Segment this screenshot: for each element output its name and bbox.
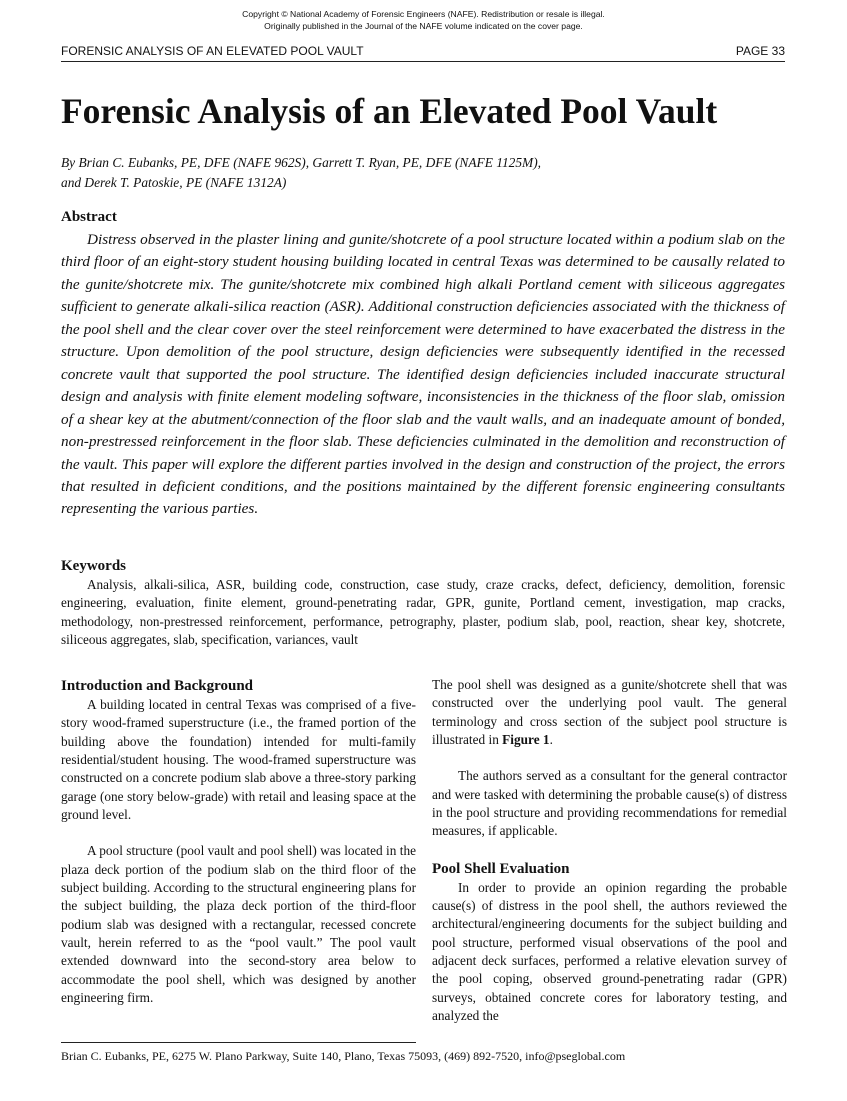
keywords-heading: Keywords — [61, 558, 126, 574]
author-list — [61, 153, 661, 193]
copyright-line-1: Copyright © National Academy of Forensic Engineers (NAFE). Redistribution or resale is illegal. — [242, 9, 605, 19]
intro-paragraph-3 — [432, 676, 787, 749]
author-contact-footnote: Brian C. Eubanks, PE, 6275 W. Plano Parkway, Suite 140, Plano, Texas 75093, (469) 892-7520, info@pseglobal.com — [61, 1049, 626, 1063]
intro-paragraph-2: A pool structure (pool vault and pool shell) was located in the plaza deck portion of the podium slab on the third floor of the subject building. According to the structural engineering plans for the subject building, the plaza deck portion of the third-floor podium slab was designed with a rectangular, recessed concrete vault, herein referred to as the “pool vault.” The pool vault extended downward into the second-story area below to accommodate the pool shell, which was designed by another engineering firm. — [61, 843, 416, 1006]
left-column — [61, 676, 416, 1008]
abstract-body: Distress observed in the plaster lining and gunite/shotcrete of a pool structure located within a podium slab on the third floor of an eight-story student housing building located in central Texas was determined to be causally related to the gunite/shotcrete mix. The gunite/shotcrete mix combined high alkali Portland cement with siliceous aggregates sufficient to generate alkali-silica reaction (ASR). Additional construction deficiencies associated with the thickness of the pool shell and the clear cover over the steel reinforcement were determined to have exacerbated the distress in the structure. Upon demolition of the pool structure, design deficiencies were subsequently identified in the recessed concrete vault that supported the pool structure. The identified design deficiencies included inaccurate structural design and analysis with finite element modeling software, inconsistencies in the thickness of the floor slab, omission of a shear key at the abutment/connection of the floor slab and the vault walls, and an inadequate amount of bonded, non-prestressed reinforcement in the floor slab. These deficiencies culminated in the demolition and reconstruction of the vault. This paper will explore the different parties involved in the design and construction of the project, the errors that resulted in deficient conditions, and the positions maintained by the different forensic engineering consultants representing the various parties. — [61, 231, 785, 518]
intro-paragraph-3-text: The pool shell was designed as a gunite/shotcrete shell that was constructed over the underlying pool vault. The general terminology and cross section of the subject pool structure is illustrated in — [432, 677, 787, 748]
intro-heading: Introduction and Background — [61, 678, 254, 694]
intro-paragraph-3-end: . — [549, 732, 553, 748]
intro-paragraph-1: A building located in central Texas was comprised of a five-story wood-framed superstructure (i.e., the framed portion of the building above the foundation) intended for multi-family residential/student housing. The wood-framed superstructure was constructed on a concrete podium slab above a three-story parking garage (one story below-grade) with retail and leasing space at the ground level. — [61, 697, 416, 823]
pool-shell-paragraph-1: In order to provide an opinion regarding the probable cause(s) of distress in the pool shell, the authors reviewed the architectural/engineering documents for the subject building and pool structure, performed visual observations of the pool and adjacent deck surfaces, performed a relative elevation survey of the pool coping, observed ground-penetrating radar (GPR) surveys, obtained concrete cores for laboratory testing, and analyzed the — [432, 879, 787, 1024]
right-column — [432, 676, 787, 1026]
paragraph-gap — [61, 824, 416, 842]
page-number: PAGE 33 — [735, 44, 785, 58]
intro-paragraph-4: The authors served as a consultant for the general contractor and were tasked with determining the probable cause(s) of distress in the pool structure and providing recommendations for remedial measures, if applicable. — [432, 768, 787, 839]
author-line-2: and Derek T. Patoskie, PE (NAFE 1312A) — [61, 175, 287, 190]
running-title: FORENSIC ANALYSIS OF AN ELEVATED POOL VAULT — [61, 44, 364, 58]
footnote-rule — [61, 1042, 416, 1043]
paragraph-gap — [432, 749, 787, 767]
paper-title: Forensic Analysis of an Elevated Pool Vault — [61, 91, 718, 131]
copyright-line-2: Originally published in the Journal of the NAFE volume indicated on the cover page. — [264, 20, 583, 31]
paragraph-gap — [432, 841, 787, 859]
copyright-notice — [0, 9, 847, 32]
running-header — [61, 44, 785, 62]
author-line-1: By Brian C. Eubanks, PE, DFE (NAFE 962S), Garrett T. Ryan, PE, DFE (NAFE 1125M), — [61, 155, 541, 170]
figure-1-reference[interactable]: Figure 1 — [502, 732, 550, 748]
abstract-heading: Abstract — [61, 209, 117, 225]
keywords-body: Analysis, alkali-silica, ASR, building code, construction, case study, craze cracks, defect, deficiency, demolition, forensic engineering, evaluation, finite element, ground-penetrating radar, GPR, gunite, Portland cement, investigation, map cracks, methodology, non-prestressed reinforcement, performance, petrography, plaster, podium slab, pool, reaction, shear key, shotcrete, siliceous aggregates, slab, specification, variances, vault — [61, 577, 785, 647]
pool-shell-heading: Pool Shell Evaluation — [432, 860, 570, 877]
